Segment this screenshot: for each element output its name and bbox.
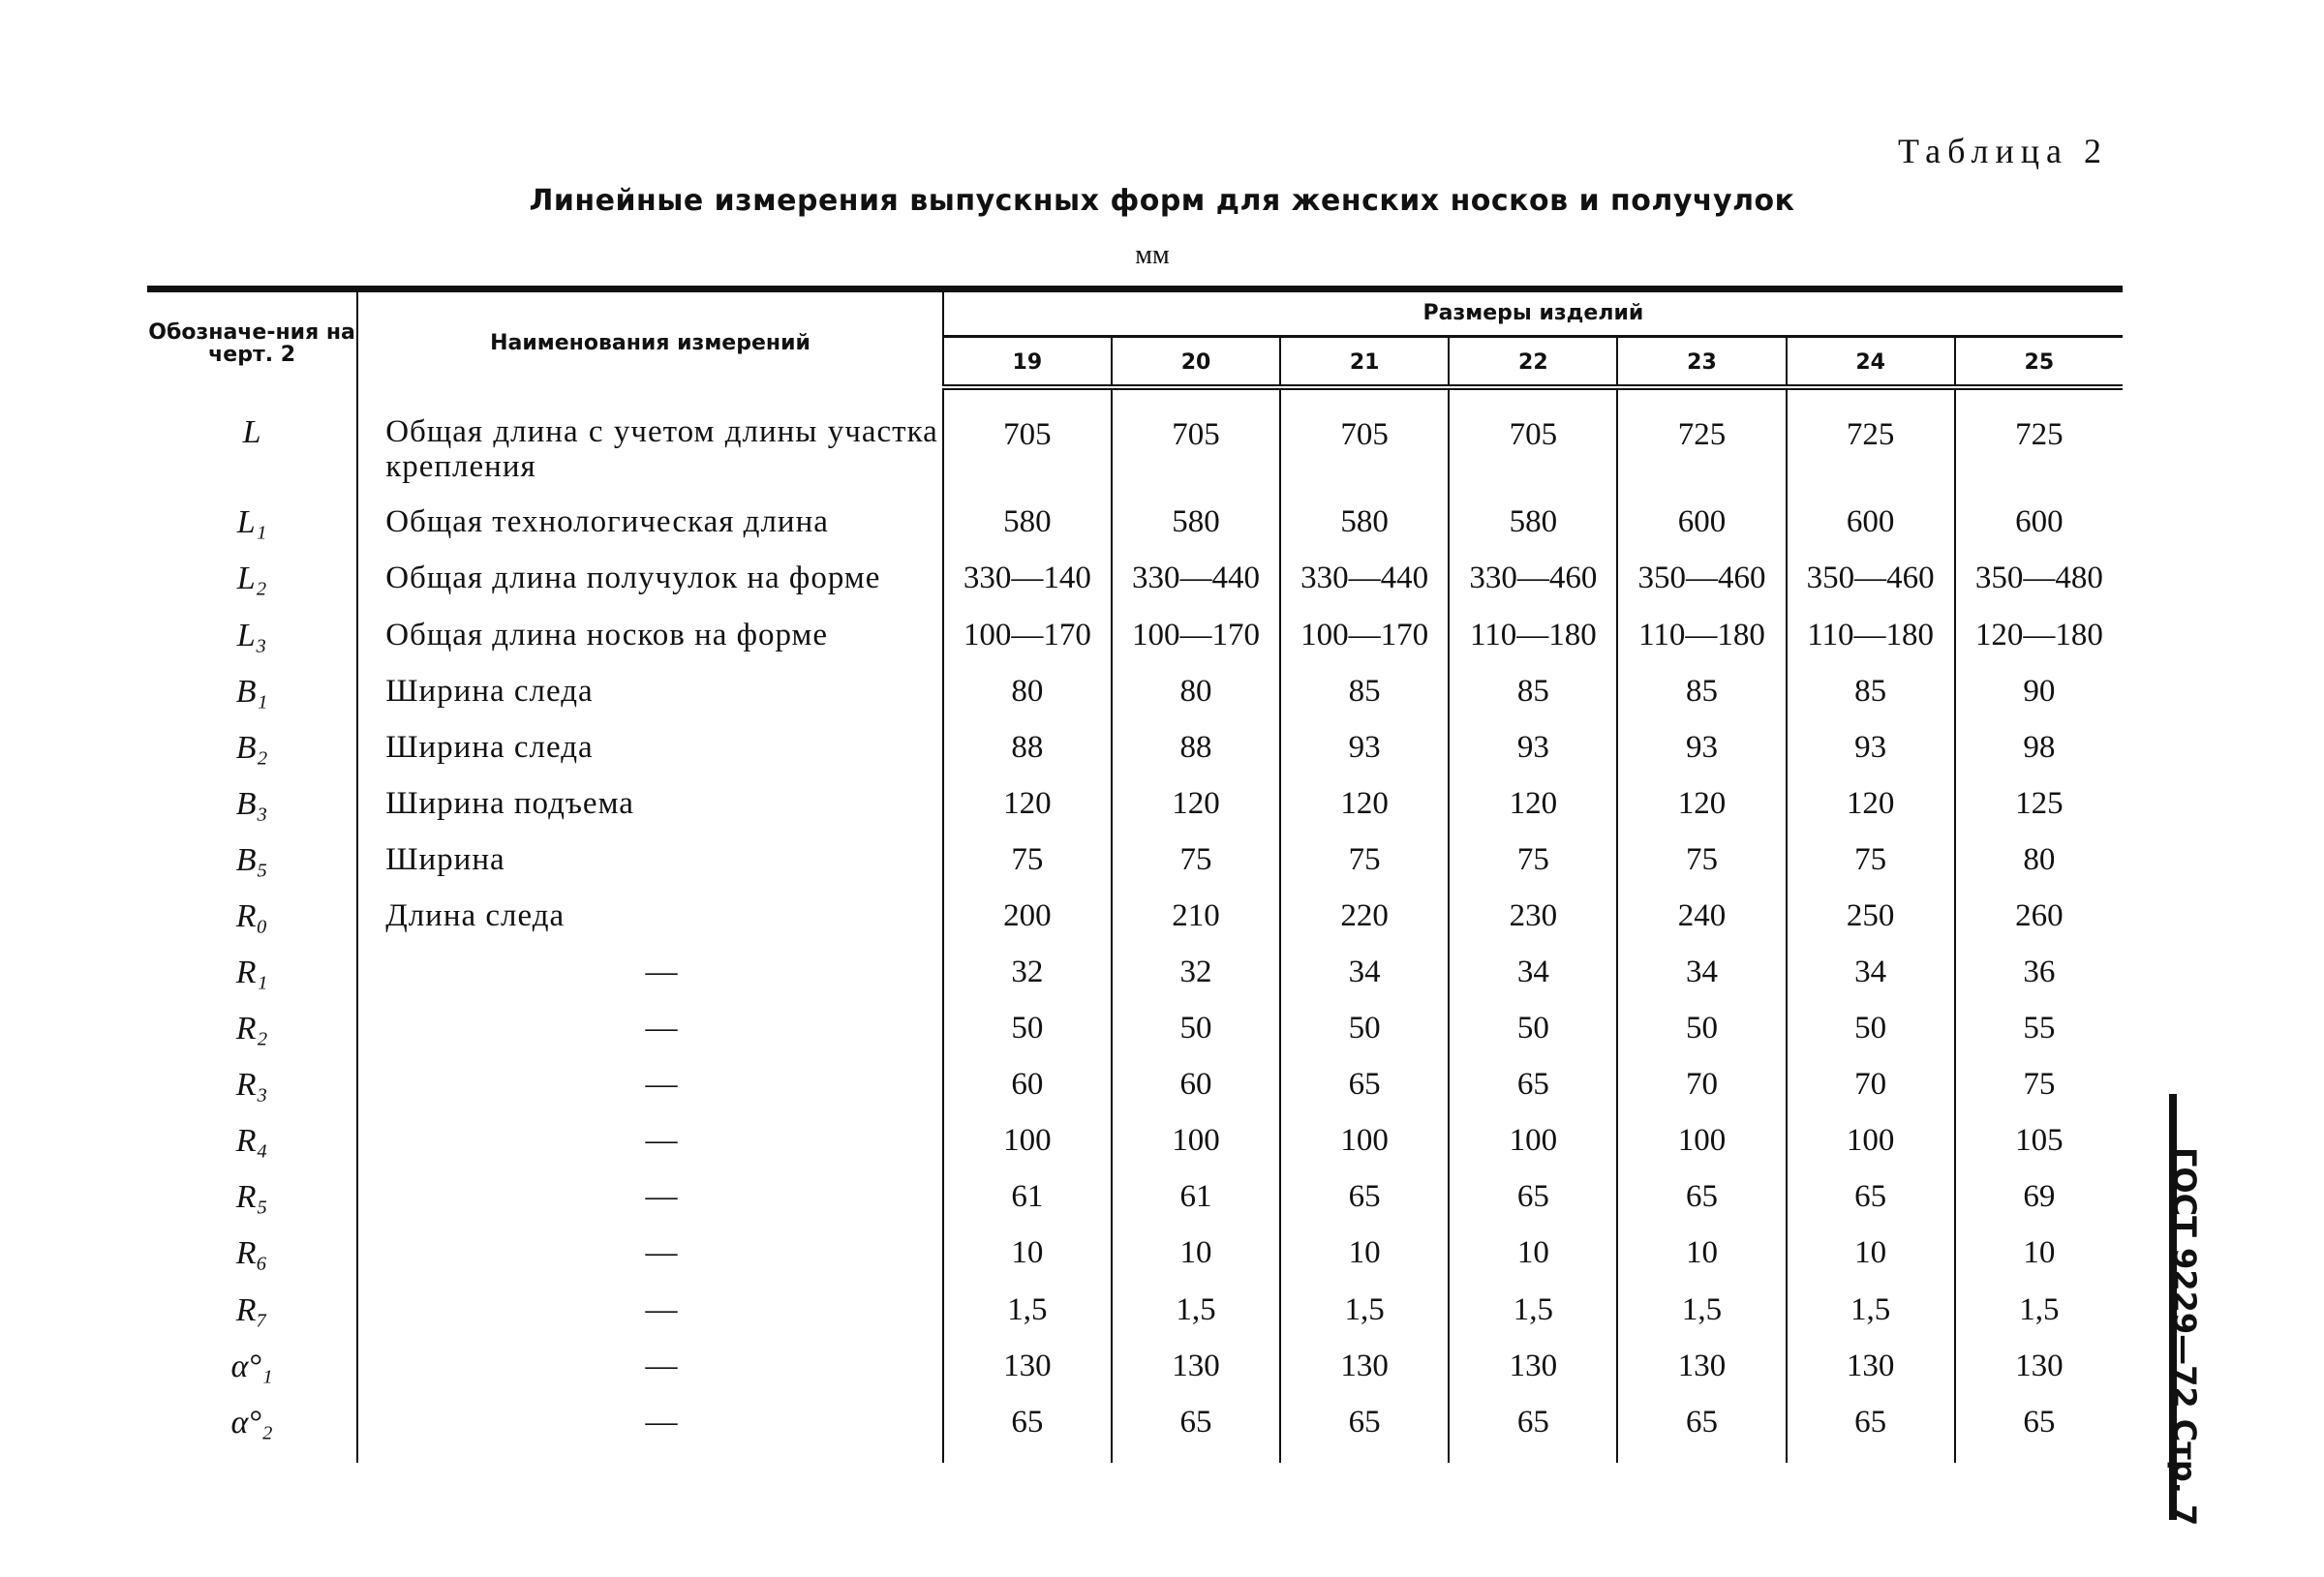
cell-size-23: 75 — [1617, 831, 1786, 887]
row-measurement-dash: — — [645, 1291, 679, 1327]
row-measurement-name: Длина следа — [357, 887, 943, 943]
cell-size-24: 65 — [1787, 1168, 1955, 1224]
cell-size-21: 580 — [1280, 493, 1449, 549]
cell-size-20: 580 — [1112, 493, 1280, 549]
row-code: R₁ — [235, 955, 268, 991]
cell-size-23: 350—460 — [1617, 549, 1786, 605]
cell-size-24: 350—460 — [1787, 549, 1955, 605]
cell-size-19: 80 — [943, 662, 1112, 718]
cell-size-24: 130 — [1787, 1337, 1955, 1393]
cell-size-19: 65 — [943, 1393, 1112, 1463]
cell-size-19: 60 — [943, 1055, 1112, 1111]
cell-size-23: 65 — [1617, 1393, 1786, 1463]
size-header-22: 22 — [1449, 336, 1617, 386]
header-sizes-group: Размеры изделий — [943, 289, 2123, 337]
cell-size-20: 60 — [1112, 1055, 1280, 1111]
cell-size-19: 50 — [943, 999, 1112, 1055]
document-reference: ГОСТ 9229—72 Стр. 7 — [2166, 1147, 2203, 1527]
row-measurement-name — [357, 1168, 943, 1224]
row-measurement-dash: — — [645, 1123, 679, 1159]
cell-size-19: 120 — [943, 774, 1112, 831]
cell-size-19: 200 — [943, 887, 1112, 943]
cell-size-25: 120—180 — [1955, 606, 2123, 662]
cell-size-20: 88 — [1112, 718, 1280, 774]
table-row — [147, 1224, 2123, 1280]
row-code: R₄ — [235, 1123, 268, 1160]
row-code: L — [242, 413, 261, 450]
row-code: B₁ — [235, 673, 268, 710]
size-header-21: 21 — [1280, 336, 1449, 386]
row-code: R₂ — [235, 1011, 268, 1047]
table-body — [147, 387, 2123, 1463]
cell-size-24: 100 — [1787, 1111, 1955, 1168]
cell-size-24: 70 — [1787, 1055, 1955, 1111]
row-measurement-name — [357, 1337, 943, 1393]
cell-size-25: 65 — [1955, 1393, 2123, 1463]
table-row — [147, 999, 2123, 1055]
row-measurement-dash: — — [645, 1235, 679, 1271]
cell-size-20: 80 — [1112, 662, 1280, 718]
row-code: B₅ — [235, 841, 268, 878]
cell-size-25: 260 — [1955, 887, 2123, 943]
cell-size-21: 85 — [1280, 662, 1449, 718]
cell-size-22: 330—460 — [1449, 549, 1617, 605]
cell-size-24: 10 — [1787, 1224, 1955, 1280]
size-header-25: 25 — [1955, 336, 2123, 386]
cell-size-25: 55 — [1955, 999, 2123, 1055]
cell-size-20: 61 — [1112, 1168, 1280, 1224]
row-measurement-name — [357, 999, 943, 1055]
cell-size-22: 65 — [1449, 1055, 1617, 1111]
table-row — [147, 1281, 2123, 1337]
cell-size-25: 725 — [1955, 387, 2123, 494]
table-title: Линейные измерения выпускных форм для женских носков и получулок — [529, 184, 1795, 218]
cell-size-20: 705 — [1112, 387, 1280, 494]
table-row — [147, 662, 2123, 718]
cell-size-20: 330—440 — [1112, 549, 1280, 605]
table-header-row — [147, 289, 2123, 337]
cell-size-23: 70 — [1617, 1055, 1786, 1111]
cell-size-19: 100 — [943, 1111, 1112, 1168]
cell-size-21: 120 — [1280, 774, 1449, 831]
size-header-23: 23 — [1617, 336, 1786, 386]
cell-size-22: 65 — [1449, 1393, 1617, 1463]
cell-size-22: 100 — [1449, 1111, 1617, 1168]
row-measurement-dash: — — [645, 955, 679, 990]
cell-size-20: 100—170 — [1112, 606, 1280, 662]
cell-size-19: 580 — [943, 493, 1112, 549]
cell-size-21: 65 — [1280, 1168, 1449, 1224]
table-row — [147, 774, 2123, 831]
cell-size-20: 32 — [1112, 943, 1280, 999]
size-header-20: 20 — [1112, 336, 1280, 386]
units-label: мм — [1135, 240, 1170, 270]
cell-size-21: 130 — [1280, 1337, 1449, 1393]
row-measurement-dash: — — [645, 1067, 679, 1103]
row-measurement-dash: — — [645, 1404, 679, 1440]
cell-size-21: 65 — [1280, 1055, 1449, 1111]
cell-size-22: 85 — [1449, 662, 1617, 718]
cell-size-25: 105 — [1955, 1111, 2123, 1168]
row-code: R₀ — [235, 897, 268, 934]
cell-size-22: 1,5 — [1449, 1281, 1617, 1337]
cell-size-22: 110—180 — [1449, 606, 1617, 662]
cell-size-25: 75 — [1955, 1055, 2123, 1111]
cell-size-19: 100—170 — [943, 606, 1112, 662]
cell-size-20: 120 — [1112, 774, 1280, 831]
cell-size-24: 725 — [1787, 387, 1955, 494]
cell-size-19: 75 — [943, 831, 1112, 887]
cell-size-21: 93 — [1280, 718, 1449, 774]
table-row — [147, 493, 2123, 549]
row-code: B₃ — [235, 785, 268, 822]
row-measurement-name: Ширина следа — [357, 718, 943, 774]
cell-size-25: 90 — [1955, 662, 2123, 718]
row-measurement-name: Общая длина с учетом длины участка крепления — [357, 387, 943, 494]
row-measurement-name — [357, 943, 943, 999]
cell-size-19: 130 — [943, 1337, 1112, 1393]
cell-size-20: 50 — [1112, 999, 1280, 1055]
row-measurement-dash: — — [645, 1179, 679, 1215]
cell-size-20: 1,5 — [1112, 1281, 1280, 1337]
cell-size-23: 100 — [1617, 1111, 1786, 1168]
cell-size-21: 50 — [1280, 999, 1449, 1055]
cell-size-25: 130 — [1955, 1337, 2123, 1393]
cell-size-21: 220 — [1280, 887, 1449, 943]
cell-size-24: 600 — [1787, 493, 1955, 549]
row-measurement-dash: — — [645, 1348, 679, 1383]
cell-size-22: 50 — [1449, 999, 1617, 1055]
row-code: R₅ — [235, 1179, 268, 1216]
cell-size-24: 65 — [1787, 1393, 1955, 1463]
cell-size-24: 93 — [1787, 718, 1955, 774]
cell-size-22: 120 — [1449, 774, 1617, 831]
cell-size-24: 34 — [1787, 943, 1955, 999]
cell-size-25: 98 — [1955, 718, 2123, 774]
cell-size-22: 75 — [1449, 831, 1617, 887]
measurements-table — [147, 286, 2123, 1463]
row-measurement-name: Ширина подъема — [357, 774, 943, 831]
size-header-24: 24 — [1787, 336, 1955, 386]
row-measurement-name: Ширина следа — [357, 662, 943, 718]
row-code: α°₂ — [230, 1404, 273, 1441]
table-row — [147, 1393, 2123, 1463]
row-measurement-name: Общая длина носков на форме — [357, 606, 943, 662]
cell-size-22: 230 — [1449, 887, 1617, 943]
cell-size-25: 1,5 — [1955, 1281, 2123, 1337]
cell-size-20: 65 — [1112, 1393, 1280, 1463]
cell-size-21: 75 — [1280, 831, 1449, 887]
cell-size-19: 88 — [943, 718, 1112, 774]
row-measurement-name — [357, 1111, 943, 1168]
header-code: Обозначе-ния на черт. 2 — [147, 289, 357, 387]
table-row — [147, 718, 2123, 774]
row-measurement-name: Общая длина получулок на форме — [357, 549, 943, 605]
row-code: B₂ — [235, 729, 268, 766]
row-measurement-name — [357, 1281, 943, 1337]
cell-size-25: 69 — [1955, 1168, 2123, 1224]
row-measurement-name: Ширина — [357, 831, 943, 887]
cell-size-22: 34 — [1449, 943, 1617, 999]
table-row — [147, 1337, 2123, 1393]
cell-size-22: 580 — [1449, 493, 1617, 549]
cell-size-22: 65 — [1449, 1168, 1617, 1224]
cell-size-22: 93 — [1449, 718, 1617, 774]
row-code: L₃ — [236, 617, 267, 653]
row-measurement-name — [357, 1224, 943, 1280]
table-number-label: Таблица 2 — [1898, 132, 2108, 170]
cell-size-19: 10 — [943, 1224, 1112, 1280]
cell-size-19: 32 — [943, 943, 1112, 999]
cell-size-21: 10 — [1280, 1224, 1449, 1280]
row-measurement-name: Общая технологическая длина — [357, 493, 943, 549]
table-row — [147, 831, 2123, 887]
cell-size-24: 85 — [1787, 662, 1955, 718]
cell-size-20: 210 — [1112, 887, 1280, 943]
cell-size-23: 93 — [1617, 718, 1786, 774]
cell-size-24: 250 — [1787, 887, 1955, 943]
table-row — [147, 1111, 2123, 1168]
cell-size-21: 705 — [1280, 387, 1449, 494]
cell-size-25: 36 — [1955, 943, 2123, 999]
size-header-19: 19 — [943, 336, 1112, 386]
table-row — [147, 1168, 2123, 1224]
cell-size-23: 110—180 — [1617, 606, 1786, 662]
header-name: Наименования измерений — [357, 289, 943, 387]
cell-size-22: 10 — [1449, 1224, 1617, 1280]
cell-size-22: 130 — [1449, 1337, 1617, 1393]
table-row — [147, 549, 2123, 605]
cell-size-21: 1,5 — [1280, 1281, 1449, 1337]
row-measurement-name — [357, 1055, 943, 1111]
table-row — [147, 387, 2123, 494]
cell-size-25: 10 — [1955, 1224, 2123, 1280]
cell-size-23: 65 — [1617, 1168, 1786, 1224]
cell-size-23: 120 — [1617, 774, 1786, 831]
cell-size-25: 125 — [1955, 774, 2123, 831]
row-code: L₂ — [236, 561, 267, 597]
cell-size-19: 705 — [943, 387, 1112, 494]
row-code: R₆ — [235, 1235, 268, 1272]
cell-size-23: 10 — [1617, 1224, 1786, 1280]
cell-size-23: 130 — [1617, 1337, 1786, 1393]
cell-size-20: 130 — [1112, 1337, 1280, 1393]
cell-size-25: 600 — [1955, 493, 2123, 549]
cell-size-20: 100 — [1112, 1111, 1280, 1168]
row-code: R₃ — [235, 1067, 268, 1104]
cell-size-19: 330—140 — [943, 549, 1112, 605]
table-row — [147, 943, 2123, 999]
row-code: L₁ — [236, 504, 267, 541]
cell-size-24: 75 — [1787, 831, 1955, 887]
cell-size-24: 120 — [1787, 774, 1955, 831]
cell-size-23: 600 — [1617, 493, 1786, 549]
cell-size-22: 705 — [1449, 387, 1617, 494]
cell-size-24: 110—180 — [1787, 606, 1955, 662]
cell-size-25: 350—480 — [1955, 549, 2123, 605]
cell-size-23: 240 — [1617, 887, 1786, 943]
cell-size-20: 75 — [1112, 831, 1280, 887]
cell-size-23: 85 — [1617, 662, 1786, 718]
cell-size-20: 10 — [1112, 1224, 1280, 1280]
cell-size-25: 80 — [1955, 831, 2123, 887]
row-code: α°₁ — [230, 1348, 273, 1384]
cell-size-21: 34 — [1280, 943, 1449, 999]
cell-size-23: 725 — [1617, 387, 1786, 494]
table-row — [147, 606, 2123, 662]
cell-size-21: 330—440 — [1280, 549, 1449, 605]
row-code: R₇ — [235, 1291, 268, 1328]
cell-size-24: 50 — [1787, 999, 1955, 1055]
cell-size-19: 61 — [943, 1168, 1112, 1224]
cell-size-21: 100 — [1280, 1111, 1449, 1168]
cell-size-23: 34 — [1617, 943, 1786, 999]
table-row — [147, 1055, 2123, 1111]
row-measurement-name — [357, 1393, 943, 1463]
row-measurement-dash: — — [645, 1011, 679, 1046]
cell-size-24: 1,5 — [1787, 1281, 1955, 1337]
cell-size-21: 65 — [1280, 1393, 1449, 1463]
table-row — [147, 887, 2123, 943]
cell-size-19: 1,5 — [943, 1281, 1112, 1337]
cell-size-23: 50 — [1617, 999, 1786, 1055]
cell-size-23: 1,5 — [1617, 1281, 1786, 1337]
cell-size-21: 100—170 — [1280, 606, 1449, 662]
